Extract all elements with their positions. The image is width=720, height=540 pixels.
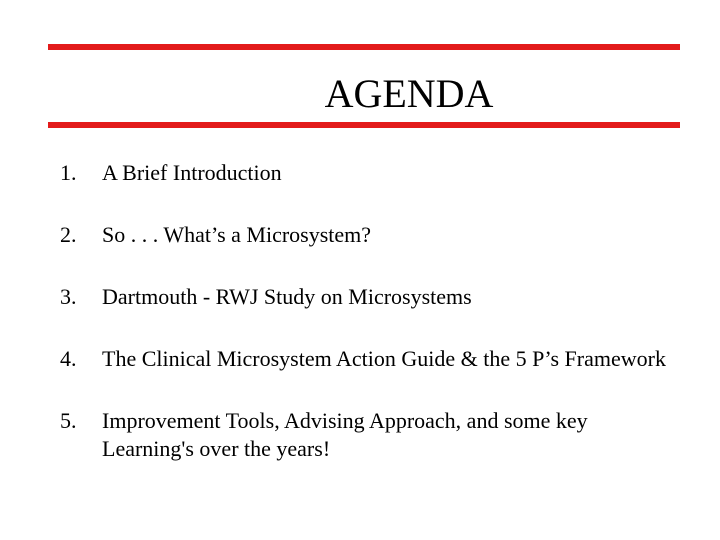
agenda-item-number: 4.	[60, 346, 77, 371]
agenda-item-text: A Brief Introduction	[102, 160, 282, 185]
agenda-item	[60, 283, 680, 311]
agenda-item	[60, 221, 680, 249]
slide-title: AGENDA	[324, 71, 494, 116]
title-bottom-rule	[48, 122, 680, 128]
agenda-item-number: 3.	[60, 284, 77, 309]
agenda-item	[60, 345, 680, 373]
agenda-item-text: The Clinical Microsystem Action Guide & the 5 P’s Framework	[102, 346, 666, 371]
agenda-item	[60, 407, 680, 463]
title-top-rule	[48, 44, 680, 50]
agenda-item-text: Improvement Tools, Advising Approach, and some key Learning's over the years!	[102, 408, 588, 461]
agenda-item-number: 5.	[60, 408, 77, 433]
agenda-item-number: 2.	[60, 222, 77, 247]
agenda-item	[60, 159, 680, 187]
agenda-list	[60, 155, 680, 463]
agenda-item-number: 1.	[60, 160, 77, 185]
agenda-item-text: So . . . What’s a Microsystem?	[102, 222, 372, 247]
agenda-item-text: Dartmouth - RWJ Study on Microsystems	[102, 284, 472, 309]
